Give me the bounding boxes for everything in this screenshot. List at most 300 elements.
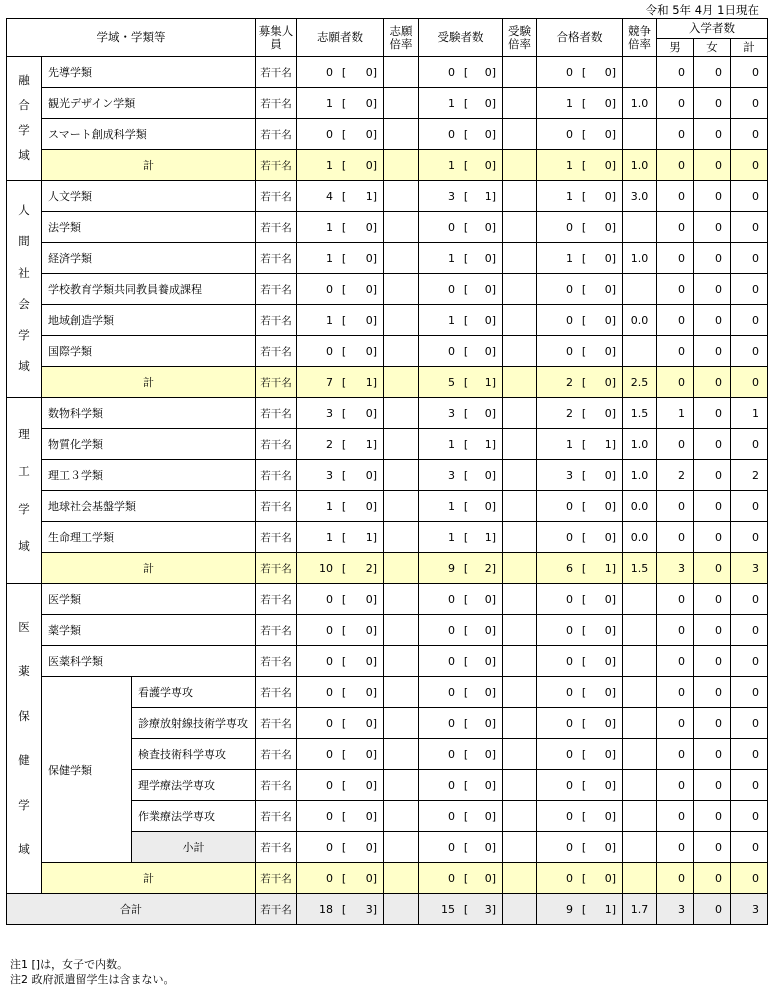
male-cell: 0 xyxy=(657,615,694,646)
bracket-open: [ xyxy=(341,716,347,730)
passed-value: 9 xyxy=(566,902,574,916)
applicants-value: 1 xyxy=(326,96,334,110)
applicant-ratio-cell xyxy=(384,181,419,212)
examinees-value: 0 xyxy=(448,840,456,854)
passed-female-value: 0] xyxy=(604,809,617,823)
male-cell: 0 xyxy=(657,274,694,305)
examinees-cell xyxy=(419,801,503,832)
passed-cell xyxy=(537,646,623,677)
exam-ratio-cell xyxy=(503,677,537,708)
passed-female-value: 0] xyxy=(604,251,617,265)
examinees-value: 1 xyxy=(448,313,456,327)
bracket-open: [ xyxy=(341,65,347,79)
examinees-cell xyxy=(419,305,503,336)
applicants-female-value: 0] xyxy=(365,871,378,885)
examinees-female-value: 0] xyxy=(484,716,497,730)
bracket-open: [ xyxy=(581,406,587,420)
header-examinees: 受験者数 xyxy=(419,19,503,57)
bracket-open: [ xyxy=(581,158,587,172)
exam-ratio-cell xyxy=(503,863,537,894)
bracket-open: [ xyxy=(341,561,347,575)
bracket-open: [ xyxy=(341,189,347,203)
total-cell: 0 xyxy=(731,57,768,88)
examinees-cell xyxy=(419,367,503,398)
exam-ratio-cell xyxy=(503,801,537,832)
applicants-cell xyxy=(297,460,384,491)
capacity-cell: 若干名 xyxy=(256,894,297,925)
applicant-ratio-cell xyxy=(384,646,419,677)
capacity-cell: 若干名 xyxy=(256,57,297,88)
bracket-open: [ xyxy=(581,778,587,792)
exam-ratio-cell xyxy=(503,522,537,553)
examinees-cell xyxy=(419,863,503,894)
female-cell: 0 xyxy=(694,88,731,119)
female-cell: 0 xyxy=(694,615,731,646)
applicants-cell xyxy=(297,553,384,584)
capacity-cell: 若干名 xyxy=(256,150,297,181)
capacity-cell: 若干名 xyxy=(256,243,297,274)
passed-cell xyxy=(537,553,623,584)
examinees-cell xyxy=(419,429,503,460)
female-cell: 0 xyxy=(694,584,731,615)
applicants-value: 0 xyxy=(326,623,334,637)
passed-value: 1 xyxy=(566,251,574,265)
total-cell: 0 xyxy=(731,243,768,274)
applicant-ratio-cell xyxy=(384,367,419,398)
domain-label-char: 薬 xyxy=(18,664,30,678)
examinees-value: 0 xyxy=(448,127,456,141)
passed-cell xyxy=(537,708,623,739)
competition-ratio-cell xyxy=(623,708,657,739)
bracket-open: [ xyxy=(581,313,587,327)
examinees-cell xyxy=(419,274,503,305)
domain-label xyxy=(7,398,42,584)
subtotal-label: 小計 xyxy=(132,832,256,863)
applicants-female-value: 1] xyxy=(365,437,378,451)
total-cell: 0 xyxy=(731,212,768,243)
bracket-open: [ xyxy=(463,840,469,854)
domain-label-text xyxy=(7,403,41,579)
examinees-value: 0 xyxy=(448,282,456,296)
examinees-value: 1 xyxy=(448,96,456,110)
male-cell: 0 xyxy=(657,119,694,150)
male-cell: 0 xyxy=(657,336,694,367)
applicants-cell xyxy=(297,522,384,553)
examinees-value: 0 xyxy=(448,592,456,606)
male-cell: 0 xyxy=(657,243,694,274)
examinees-female-value: 0] xyxy=(484,65,497,79)
passed-cell xyxy=(537,305,623,336)
table-row xyxy=(7,88,768,119)
examinees-cell xyxy=(419,832,503,863)
examinees-cell xyxy=(419,646,503,677)
passed-female-value: 0] xyxy=(604,623,617,637)
bracket-open: [ xyxy=(463,344,469,358)
capacity-cell: 若干名 xyxy=(256,88,297,119)
bracket-open: [ xyxy=(581,902,587,916)
passed-value: 0 xyxy=(566,623,574,637)
passed-value: 0 xyxy=(566,716,574,730)
exam-ratio-cell xyxy=(503,429,537,460)
bracket-open: [ xyxy=(341,747,347,761)
exam-ratio-cell xyxy=(503,646,537,677)
applicants-female-value: 0] xyxy=(365,778,378,792)
domain-label-char: 医 xyxy=(18,619,30,634)
applicant-ratio-cell xyxy=(384,491,419,522)
domain-label xyxy=(7,181,42,398)
bracket-open: [ xyxy=(341,344,347,358)
bracket-open: [ xyxy=(581,127,587,141)
applicants-female-value: 0] xyxy=(365,840,378,854)
female-cell: 0 xyxy=(694,894,731,925)
competition-ratio-cell: 1.7 xyxy=(623,894,657,925)
bracket-open: [ xyxy=(341,375,347,389)
domain-label-char: 域 xyxy=(18,539,30,553)
table-row xyxy=(7,181,768,212)
examinees-female-value: 2] xyxy=(484,561,497,575)
bracket-open: [ xyxy=(341,406,347,420)
male-cell: 0 xyxy=(657,739,694,770)
male-cell: 0 xyxy=(657,429,694,460)
exam-ratio-cell xyxy=(503,88,537,119)
sum-label: 計 xyxy=(42,553,256,584)
exam-ratio-cell xyxy=(503,553,537,584)
table-row xyxy=(7,274,768,305)
total-cell: 0 xyxy=(731,305,768,336)
competition-ratio-cell: 1.0 xyxy=(623,243,657,274)
passed-cell xyxy=(537,615,623,646)
applicants-female-value: 0] xyxy=(365,623,378,637)
bracket-open: [ xyxy=(463,437,469,451)
notes xyxy=(10,957,175,987)
applicants-female-value: 0] xyxy=(365,654,378,668)
total-cell: 0 xyxy=(731,832,768,863)
examinees-cell xyxy=(419,615,503,646)
examinees-female-value: 0] xyxy=(484,158,497,172)
exam-ratio-cell xyxy=(503,119,537,150)
applicants-value: 2 xyxy=(326,437,334,451)
applicants-female-value: 0] xyxy=(365,251,378,265)
competition-ratio-cell xyxy=(623,677,657,708)
passed-female-value: 0] xyxy=(604,375,617,389)
competition-ratio-cell xyxy=(623,57,657,88)
bracket-open: [ xyxy=(581,716,587,730)
male-cell: 3 xyxy=(657,894,694,925)
capacity-cell: 若干名 xyxy=(256,429,297,460)
female-cell: 0 xyxy=(694,553,731,584)
exam-ratio-cell xyxy=(503,708,537,739)
header-row xyxy=(7,19,768,39)
bracket-open: [ xyxy=(463,282,469,296)
program-name: 物質化学類 xyxy=(42,429,256,460)
applicant-ratio-cell xyxy=(384,150,419,181)
total-cell: 2 xyxy=(731,460,768,491)
male-cell: 0 xyxy=(657,181,694,212)
header-exam-ratio: 受験倍率 xyxy=(503,19,537,57)
program-name: 地球社会基盤学類 xyxy=(42,491,256,522)
applicants-cell xyxy=(297,894,384,925)
female-cell: 0 xyxy=(694,677,731,708)
male-cell: 0 xyxy=(657,88,694,119)
examinees-female-value: 0] xyxy=(484,747,497,761)
program-name: 学校教育学類共同教員養成課程 xyxy=(42,274,256,305)
male-cell: 0 xyxy=(657,305,694,336)
capacity-cell: 若干名 xyxy=(256,646,297,677)
domain-label-text xyxy=(7,589,41,889)
table-row xyxy=(7,584,768,615)
bracket-open: [ xyxy=(341,778,347,792)
applicants-value: 1 xyxy=(326,313,334,327)
female-cell: 0 xyxy=(694,181,731,212)
examinees-female-value: 0] xyxy=(484,840,497,854)
male-cell: 0 xyxy=(657,584,694,615)
program-name: 医薬科学類 xyxy=(42,646,256,677)
major-name: 検査技術科学専攻 xyxy=(132,739,256,770)
exam-ratio-cell xyxy=(503,491,537,522)
table-row xyxy=(7,646,768,677)
table-row xyxy=(7,460,768,491)
examinees-value: 3 xyxy=(448,468,456,482)
applicants-female-value: 0] xyxy=(365,344,378,358)
exam-ratio-cell xyxy=(503,615,537,646)
program-name: 生命理工学類 xyxy=(42,522,256,553)
capacity-cell: 若干名 xyxy=(256,801,297,832)
exam-ratio-cell xyxy=(503,57,537,88)
bracket-open: [ xyxy=(463,716,469,730)
bracket-open: [ xyxy=(463,592,469,606)
table-row xyxy=(7,212,768,243)
admissions-table xyxy=(6,18,768,925)
applicants-value: 3 xyxy=(326,406,334,420)
program-name: スマート創成科学類 xyxy=(42,119,256,150)
examinees-female-value: 0] xyxy=(484,654,497,668)
examinees-value: 9 xyxy=(448,561,456,575)
female-cell: 0 xyxy=(694,243,731,274)
header-male: 男 xyxy=(657,39,694,57)
passed-female-value: 0] xyxy=(604,65,617,79)
bracket-open: [ xyxy=(341,437,347,451)
applicants-female-value: 3] xyxy=(365,902,378,916)
applicants-cell xyxy=(297,57,384,88)
bracket-open: [ xyxy=(463,65,469,79)
domain-label-text xyxy=(7,186,41,393)
female-cell: 0 xyxy=(694,274,731,305)
applicants-cell xyxy=(297,305,384,336)
female-cell: 0 xyxy=(694,491,731,522)
examinees-value: 0 xyxy=(448,654,456,668)
examinees-female-value: 1] xyxy=(484,437,497,451)
header-field: 学域・学類等 xyxy=(7,19,256,57)
examinees-female-value: 0] xyxy=(484,406,497,420)
passed-cell xyxy=(537,88,623,119)
female-cell: 0 xyxy=(694,832,731,863)
capacity-cell: 若干名 xyxy=(256,181,297,212)
bracket-open: [ xyxy=(341,96,347,110)
examinees-female-value: 0] xyxy=(484,251,497,265)
capacity-cell: 若干名 xyxy=(256,832,297,863)
passed-cell xyxy=(537,181,623,212)
competition-ratio-cell: 0.0 xyxy=(623,522,657,553)
domain-label-char: 学 xyxy=(18,328,30,343)
examinees-cell xyxy=(419,150,503,181)
passed-female-value: 1] xyxy=(604,902,617,916)
bracket-open: [ xyxy=(581,189,587,203)
passed-female-value: 0] xyxy=(604,189,617,203)
examinees-value: 0 xyxy=(448,716,456,730)
total-cell: 0 xyxy=(731,770,768,801)
bracket-open: [ xyxy=(581,251,587,265)
applicant-ratio-cell xyxy=(384,770,419,801)
applicants-cell xyxy=(297,584,384,615)
examinees-cell xyxy=(419,584,503,615)
female-cell: 0 xyxy=(694,336,731,367)
male-cell: 2 xyxy=(657,460,694,491)
bracket-open: [ xyxy=(581,530,587,544)
male-cell: 0 xyxy=(657,150,694,181)
passed-value: 0 xyxy=(566,313,574,327)
passed-value: 0 xyxy=(566,499,574,513)
capacity-cell: 若干名 xyxy=(256,212,297,243)
applicants-value: 0 xyxy=(326,344,334,358)
sum-row xyxy=(7,150,768,181)
capacity-cell: 若干名 xyxy=(256,708,297,739)
competition-ratio-cell xyxy=(623,584,657,615)
table-row xyxy=(7,398,768,429)
examinees-value: 0 xyxy=(448,871,456,885)
examinees-value: 3 xyxy=(448,189,456,203)
domain-label-char: 域 xyxy=(18,148,30,163)
exam-ratio-cell xyxy=(503,181,537,212)
applicants-value: 0 xyxy=(326,809,334,823)
bracket-open: [ xyxy=(463,685,469,699)
applicants-female-value: 0] xyxy=(365,592,378,606)
female-cell: 0 xyxy=(694,119,731,150)
bracket-open: [ xyxy=(463,654,469,668)
applicants-female-value: 1] xyxy=(365,189,378,203)
applicant-ratio-cell xyxy=(384,57,419,88)
applicants-value: 1 xyxy=(326,251,334,265)
applicants-cell xyxy=(297,739,384,770)
male-cell: 0 xyxy=(657,708,694,739)
bracket-open: [ xyxy=(581,654,587,668)
passed-value: 1 xyxy=(566,158,574,172)
examinees-cell xyxy=(419,119,503,150)
competition-ratio-cell xyxy=(623,615,657,646)
examinees-female-value: 0] xyxy=(484,592,497,606)
program-name: 数物科学類 xyxy=(42,398,256,429)
examinees-female-value: 0] xyxy=(484,685,497,699)
sum-row xyxy=(7,367,768,398)
total-cell: 0 xyxy=(731,708,768,739)
female-cell: 0 xyxy=(694,739,731,770)
examinees-cell xyxy=(419,553,503,584)
examinees-value: 5 xyxy=(448,375,456,389)
female-cell: 0 xyxy=(694,708,731,739)
capacity-cell: 若干名 xyxy=(256,615,297,646)
major-name: 看護学専攻 xyxy=(132,677,256,708)
competition-ratio-cell xyxy=(623,274,657,305)
passed-value: 0 xyxy=(566,840,574,854)
examinees-female-value: 0] xyxy=(484,282,497,296)
examinees-value: 0 xyxy=(448,623,456,637)
bracket-open: [ xyxy=(463,158,469,172)
examinees-value: 0 xyxy=(448,344,456,358)
exam-ratio-cell xyxy=(503,243,537,274)
examinees-value: 0 xyxy=(448,778,456,792)
total-cell: 0 xyxy=(731,336,768,367)
passed-cell xyxy=(537,863,623,894)
passed-value: 0 xyxy=(566,530,574,544)
domain-label-char: 融 xyxy=(18,73,30,88)
female-cell: 0 xyxy=(694,305,731,336)
bracket-open: [ xyxy=(581,747,587,761)
bracket-open: [ xyxy=(341,220,347,234)
passed-female-value: 1] xyxy=(604,437,617,451)
applicants-female-value: 0] xyxy=(365,313,378,327)
capacity-cell: 若干名 xyxy=(256,739,297,770)
total-cell: 0 xyxy=(731,429,768,460)
bracket-open: [ xyxy=(463,561,469,575)
female-cell: 0 xyxy=(694,522,731,553)
passed-female-value: 0] xyxy=(604,592,617,606)
examinees-female-value: 1] xyxy=(484,189,497,203)
bracket-open: [ xyxy=(581,561,587,575)
passed-cell xyxy=(537,770,623,801)
competition-ratio-cell xyxy=(623,646,657,677)
examinees-female-value: 1] xyxy=(484,530,497,544)
total-cell: 3 xyxy=(731,894,768,925)
domain-label xyxy=(7,584,42,894)
passed-value: 0 xyxy=(566,871,574,885)
passed-value: 1 xyxy=(566,437,574,451)
bracket-open: [ xyxy=(463,406,469,420)
passed-female-value: 0] xyxy=(604,654,617,668)
bracket-open: [ xyxy=(581,592,587,606)
domain-label-char: 理 xyxy=(18,426,30,441)
grand-total-label: 合計 xyxy=(7,894,256,925)
competition-ratio-cell: 0.0 xyxy=(623,491,657,522)
program-name: 理工３学類 xyxy=(42,460,256,491)
examinees-female-value: 1] xyxy=(484,375,497,389)
applicants-female-value: 1] xyxy=(365,375,378,389)
bracket-open: [ xyxy=(581,282,587,296)
capacity-cell: 若干名 xyxy=(256,491,297,522)
note-2: 注2 政府派遣留学生は含まない。 xyxy=(10,973,175,986)
passed-female-value: 0] xyxy=(604,716,617,730)
bracket-open: [ xyxy=(341,251,347,265)
major-name: 理学療法学専攻 xyxy=(132,770,256,801)
exam-ratio-cell xyxy=(503,584,537,615)
female-cell: 0 xyxy=(694,801,731,832)
male-cell: 0 xyxy=(657,522,694,553)
total-cell: 0 xyxy=(731,119,768,150)
bracket-open: [ xyxy=(463,251,469,265)
competition-ratio-cell xyxy=(623,119,657,150)
passed-female-value: 0] xyxy=(604,344,617,358)
table-row xyxy=(7,243,768,274)
examinees-cell xyxy=(419,88,503,119)
bracket-open: [ xyxy=(463,530,469,544)
applicant-ratio-cell xyxy=(384,894,419,925)
male-cell: 3 xyxy=(657,553,694,584)
header-enrolled: 入学者数 xyxy=(657,19,768,39)
total-cell: 0 xyxy=(731,88,768,119)
exam-ratio-cell xyxy=(503,305,537,336)
capacity-cell: 若干名 xyxy=(256,336,297,367)
examinees-value: 1 xyxy=(448,499,456,513)
applicants-female-value: 0] xyxy=(365,747,378,761)
competition-ratio-cell xyxy=(623,739,657,770)
